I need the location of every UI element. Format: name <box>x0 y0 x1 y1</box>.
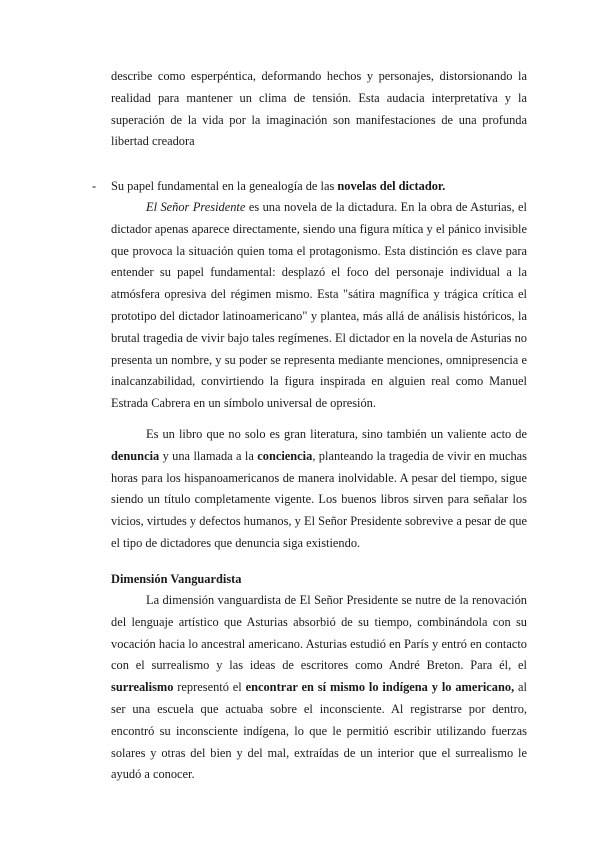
bold-encontrar: encontrar en sí mismo lo indígena y lo americano, <box>245 680 515 695</box>
paragraph-senor-presidente <box>111 197 527 415</box>
bullet-marker: - <box>92 179 97 193</box>
bullet-item <box>111 176 527 198</box>
text-run: , planteando la tragedia de vivir en muchas horas para los hispanoamericanos de manera inolvidable. A pesar del tiempo, sigue siendo un título completamente vigente. Los buenos libros sirven para señalar los vicios, virtudes y defectos humanos, y El Señor Presidente sobrevive a pesar de que el tipo de dictadores que denuncia siga existiendo. <box>111 448 527 550</box>
bullet-bold-text: novelas del dictador. <box>337 179 446 193</box>
text-run: y una llamada a la <box>159 448 258 463</box>
paragraph-body: es una novela de la dictadura. En la obra de Asturias, el dictador apenas aparece directamente, siendo una figura mítica y el pánico invisible que provoca la situación quien toma el protagonismo. Esta distinción es clave para entender su papel fundamental: desplazó el foco del personaje individual a la atmósfera opresiva del régimen mismo. Esta "sátira magnífica y trágica crítica el prototipo del dictador latinoamericano" y plantea, más allá de análisis históricos, la brutal tragedia de vivir bajo tales regímenes. El dictador en la novela de Asturias no presenta un nombre, y su poder se representa mediante menciones, omnipresencia e inalcanzabilidad, convirtiendo la figura inspirada en alguien real como Manuel Estrada Cabrera en un símbolo universal de opresión. <box>111 200 527 411</box>
paragraph-intro <box>111 66 527 153</box>
book-title: El Señor Presidente <box>146 200 246 214</box>
paragraph-intro-text: describe como esperpéntica, deformando hechos y personajes, distorsionando la realidad para mantener un clima de tensión. Esta audacia interpretativa y la superación de la vida por la imaginación son manifestaciones de una profunda libertad creadora <box>111 69 527 149</box>
paragraph-denuncia <box>111 424 527 555</box>
text-run: representó el <box>173 680 246 695</box>
text-run: al ser una escuela que actuaba sobre el inconsciente. Al registrarse por dentro, encontró su inconsciente indígena, lo que le permitió escribir utilizando fuerzas solares y otras del bien y del mal, extraídas de un interior que el surrealismo le ayudó a conocer. <box>111 680 527 782</box>
bold-surrealismo: surrealismo <box>111 680 174 695</box>
bold-conciencia: conciencia <box>257 448 313 463</box>
text-run: Es un libro que no solo es gran literatura, sino también un valiente acto de <box>146 427 527 441</box>
bullet-text: Su papel fundamental en la genealogía de las <box>111 179 338 193</box>
text-run: La dimensión vanguardista de El Señor Presidente se nutre de la renovación del lenguaje artístico que Asturias absorbió de su tiempo, combinándola con su vocación hacia lo ancestral americano. Asturias estudió en París y entró en contacto con el surrealismo y las ideas de escritores como André Breton. Para él, el <box>111 593 527 673</box>
bold-denuncia: denuncia <box>111 448 160 463</box>
section-heading: Dimensión Vanguardista <box>111 572 242 586</box>
paragraph-vanguardista <box>111 590 527 786</box>
